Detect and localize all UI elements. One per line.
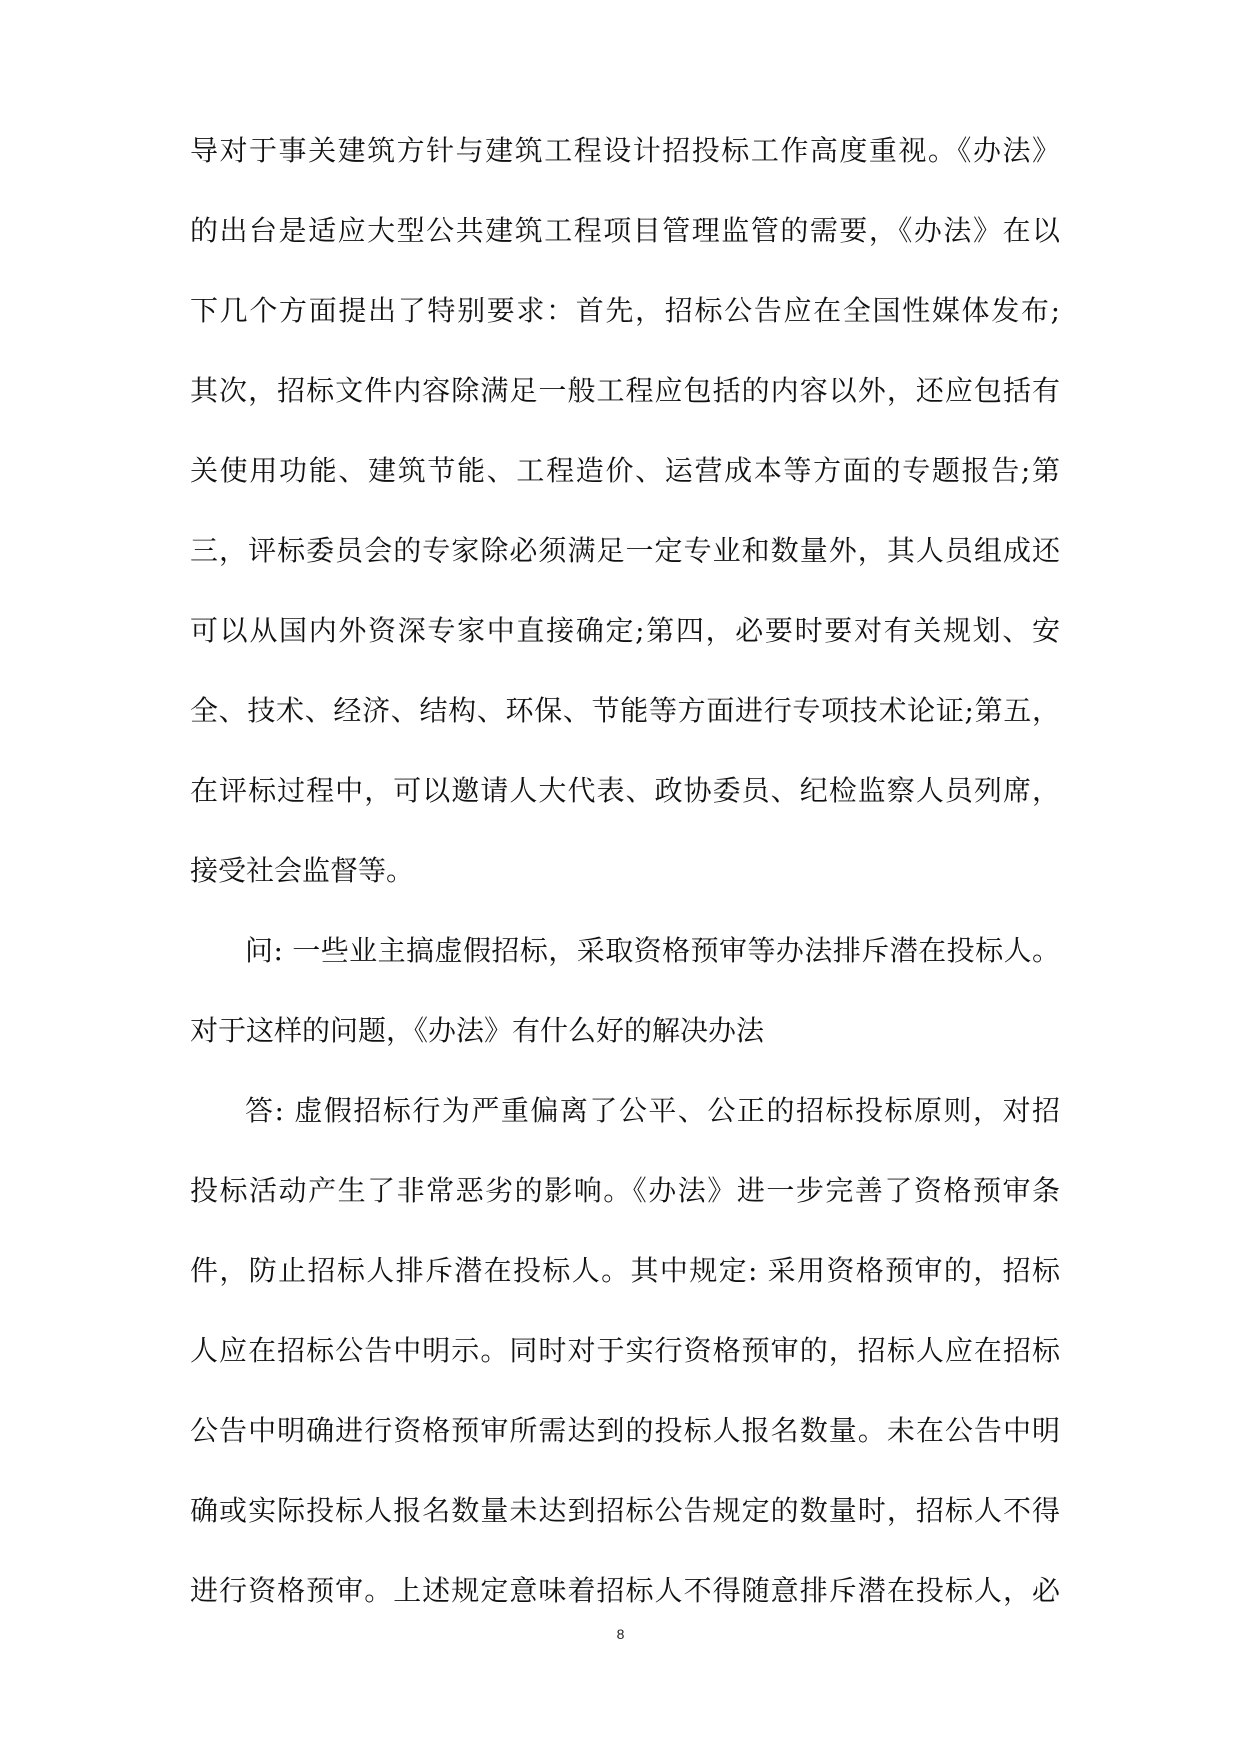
answer-line: 确或实际投标人报名数量未达到招标公告规定的数量时，招标人不得 — [190, 1494, 1060, 1527]
text-line: 其次，招标文件内容除满足一般工程应包括的内容以外，还应包括有 — [190, 374, 1060, 407]
answer-line: 公告中明确进行资格预审所需达到的投标人报名数量。未在公告中明 — [190, 1414, 1060, 1447]
answer-line: 件，防止招标人排斥潜在投标人。其中规定: 采用资格预审的，招标 — [190, 1254, 1060, 1287]
text-line: 全、技术、经济、结构、环保、节能等方面进行专项技术论证;第五， — [190, 694, 1060, 727]
text-line: 可以从国内外资深专家中直接确定;第四，必要时要对有关规划、安 — [190, 614, 1060, 647]
question-line: 对于这样的问题，《办法》有什么好的解决办法 — [190, 1014, 765, 1047]
text-line: 下几个方面提出了特别要求：首先，招标公告应在全国性媒体发布; — [190, 294, 1060, 327]
text-line: 导对于事关建筑方针与建筑工程设计招投标工作高度重视。《办法》 — [190, 134, 1060, 167]
answer-line: 答: 虚假招标行为严重偏离了公平、公正的招标投标原则，对招 — [245, 1094, 1060, 1127]
text-line: 的出台是适应大型公共建筑工程项目管理监管的需要，《办法》在以 — [190, 214, 1060, 247]
answer-line: 人应在招标公告中明示。同时对于实行资格预审的，招标人应在招标 — [190, 1334, 1060, 1367]
text-line: 在评标过程中，可以邀请人大代表、政协委员、纪检监察人员列席， — [190, 774, 1060, 807]
text-line: 关使用功能、建筑节能、工程造价、运营成本等方面的专题报告;第 — [190, 454, 1060, 487]
answer-line: 进行资格预审。上述规定意味着招标人不得随意排斥潜在投标人，必 — [190, 1574, 1060, 1607]
question-line: 问: 一些业主搞虚假招标，采取资格预审等办法排斥潜在投标人。 — [245, 934, 1060, 967]
answer-line: 投标活动产生了非常恶劣的影响。《办法》进一步完善了资格预审条 — [190, 1174, 1060, 1207]
text-line: 接受社会监督等。 — [190, 854, 415, 887]
page-number: 8 — [616, 1626, 625, 1642]
text-line: 三，评标委员会的专家除必须满足一定专业和数量外，其人员组成还 — [190, 534, 1060, 567]
